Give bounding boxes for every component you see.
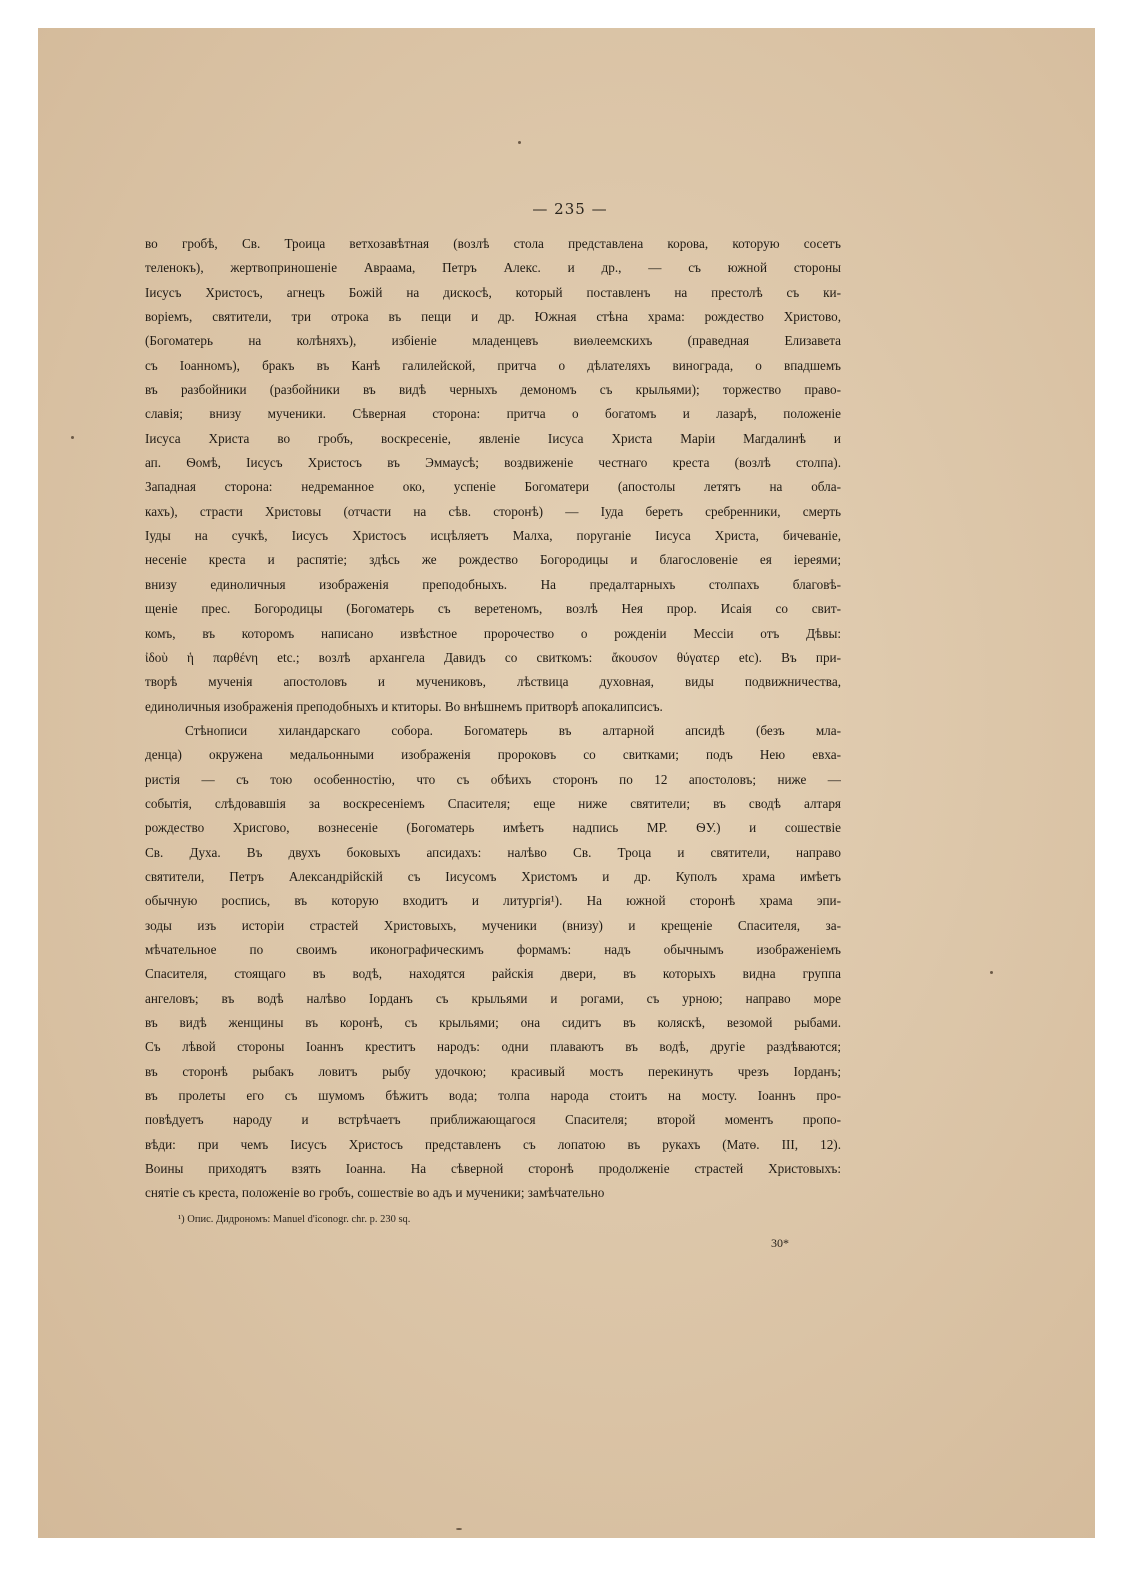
- paper-speck: [456, 1528, 462, 1530]
- text-line: Съ лѣвой стороны Іоаннъ креститъ народъ: одни плаваютъ въ водѣ, другіе раздѣваются;: [145, 1039, 841, 1055]
- text-line: въ разбойники (разбойники въ видѣ черныхъ демономъ съ крыльями); торжество право-: [145, 382, 841, 398]
- text-line: событія, слѣдовавшія за воскресеніемъ Спасителя; еще ниже святители; въ сводѣ алтаря: [145, 795, 841, 811]
- text-line: творѣ мученія апостоловъ и мучениковъ, лѣствица духовная, виды подвижничества,: [145, 674, 841, 690]
- text-line: комъ, въ которомъ написано извѣстное пророчество о рожденіи Мессіи отъ Дѣвы:: [145, 625, 841, 641]
- text-line: внизу единоличныя изображенія преподобныхъ. На предалтарныхъ столпахъ благовѣ-: [145, 576, 841, 592]
- text-line: теленокъ), жертвоприношеніе Авраама, Петръ Алекс. и др., — съ южной стороны: [145, 260, 841, 276]
- text-line: ристія — съ тою особенностію, что съ обѣихъ сторонъ по 12 апостоловъ; ниже —: [145, 771, 841, 787]
- footnote: ¹) Опис. Дидрономъ: Manuel d'iconogr. chr. p. 230 sq.: [178, 1214, 411, 1225]
- text-line: мѣчательное по своимъ иконографическимъ формамъ: надъ обычнымъ изображеніемъ: [145, 941, 841, 957]
- text-line: ап. Ѳомѣ, Іисусъ Христосъ въ Эммаусѣ; воздвиженіе честнаго креста (возлѣ столпа).: [145, 455, 841, 471]
- text-line: Іисуса Христа во гробъ, воскресеніе, явленіе Іисуса Христа Маріи Магдалинѣ и: [145, 430, 841, 446]
- text-line: вѣди: при чемъ Іисусъ Христосъ представленъ съ лопатою въ рукахъ (Матѳ. III, 12).: [145, 1136, 841, 1152]
- text-line: денца) окружена медальонными изображенія пророковъ со свитками; подъ Нею евха-: [145, 747, 841, 763]
- text-line: Воины приходятъ взять Іоанна. На сѣверной сторонѣ продолженіе страстей Христовыхъ:: [145, 1161, 841, 1177]
- text-line: славія; внизу мученики. Сѣверная сторона: притча о богатомъ и лазарѣ, положеніе: [145, 406, 841, 422]
- paper-speck: [518, 141, 521, 144]
- text-line: Іуды на сучкѣ, Іисусъ Христосъ исцѣляетъ Малха, поруганіе Іисуса Христа, бичеваніе,: [145, 528, 841, 544]
- text-line: въ пролеты его съ шумомъ бѣжитъ вода; толпа народа стоитъ на мосту. Іоаннъ про-: [145, 1088, 841, 1104]
- text-line: ангеловъ; въ водѣ налѣво Іорданъ съ крыльями и рогами, съ урною; направо море: [145, 990, 841, 1006]
- text-line: снятіе съ креста, положеніе во гробъ, сошествіе во адъ и мученики; замѣчательно: [145, 1185, 605, 1201]
- text-line: съ Іоанномъ), бракъ въ Канѣ галилейской, притча о дѣлателяхъ винограда, о впадшемъ: [145, 357, 841, 373]
- text-line: кахъ), страсти Христовы (отчасти на сѣв. сторонѣ) — Іуда беретъ сребренники, смерть: [145, 503, 841, 519]
- body-text: [145, 232, 841, 1206]
- signature-mark: 30*: [771, 1236, 789, 1250]
- text-line: обычную роспись, въ которую входитъ и литургія¹). На южной сторонѣ храма эпи-: [145, 893, 841, 909]
- text-line: Западная сторона: недреманное око, успеніе Богоматери (апостолы летятъ на обла-: [145, 479, 841, 495]
- text-line: Стѣнописи хиландарскаго собора. Богоматерь въ алтарной апсидѣ (безъ мла-: [185, 722, 841, 738]
- text-line: (Богоматерь на колѣняхъ), избіеніе младенцевъ виѳлеемскихъ (праведная Елизавета: [145, 333, 841, 349]
- text-line: во гробѣ, Св. Троица ветхозавѣтная (возлѣ стола представлена корова, которую сосетъ: [145, 236, 841, 251]
- text-line: ἰδοὺ ἡ παρθένη etc.; возлѣ архангела Давидъ со свиткомъ: ἄκουσον θύγατερ etc). Въ при-: [145, 649, 841, 665]
- text-line: несеніе креста и распятіе; здѣсь же рождество Богородицы и благословеніе ея іереями;: [145, 552, 841, 568]
- text-line: воріемъ, святители, три отрока въ пещи и др. Южная стѣна храма: рождество Христово,: [145, 309, 841, 325]
- page-number: — 235 —: [532, 200, 608, 218]
- paper-speck: [71, 436, 74, 439]
- text-line: въ сторонѣ рыбакъ ловитъ рыбу удочкою; красивый мостъ перекинутъ чрезъ Іорданъ;: [145, 1063, 841, 1079]
- text-line: единоличныя изображенія преподобныхъ и ктиторы. Во внѣшнемъ притворѣ апокалипсисъ.: [145, 698, 663, 714]
- text-line: святители, Петръ Александрійскій съ Іисусомъ Христомъ и др. Куполъ храма имѣетъ: [145, 868, 841, 884]
- text-line: щеніе прес. Богородицы (Богоматерь съ веретеномъ, возлѣ Нея прор. Исаія со свит-: [145, 601, 841, 617]
- text-line: рождество Хрисгово, вознесеніе (Богоматерь имѣетъ надпись МР. ѲУ.) и сошествіе: [145, 820, 841, 836]
- text-line: повѣдуетъ народу и встрѣчаетъ приближающагося Спасителя; второй моментъ пропо-: [145, 1112, 841, 1128]
- text-line: Іисусъ Христосъ, агнецъ Божій на дискосѣ, который поставленъ на престолѣ съ ки-: [145, 284, 841, 300]
- paper-speck: [990, 971, 993, 974]
- text-line: Св. Духа. Въ двухъ боковыхъ апсидахъ: налѣво Св. Троца и святители, направо: [145, 844, 841, 860]
- text-line: Спасителя, стоящаго въ водѣ, находятся райскія двери, въ которыхъ видна группа: [145, 966, 841, 982]
- text-line: въ видѣ женщины въ коронѣ, съ крыльями; она сидитъ въ коляскѣ, везомой рыбами.: [145, 1015, 841, 1030]
- text-line: зоды изъ исторіи страстей Христовыхъ, мученики (внизу) и крещеніе Спасителя, за-: [145, 917, 841, 933]
